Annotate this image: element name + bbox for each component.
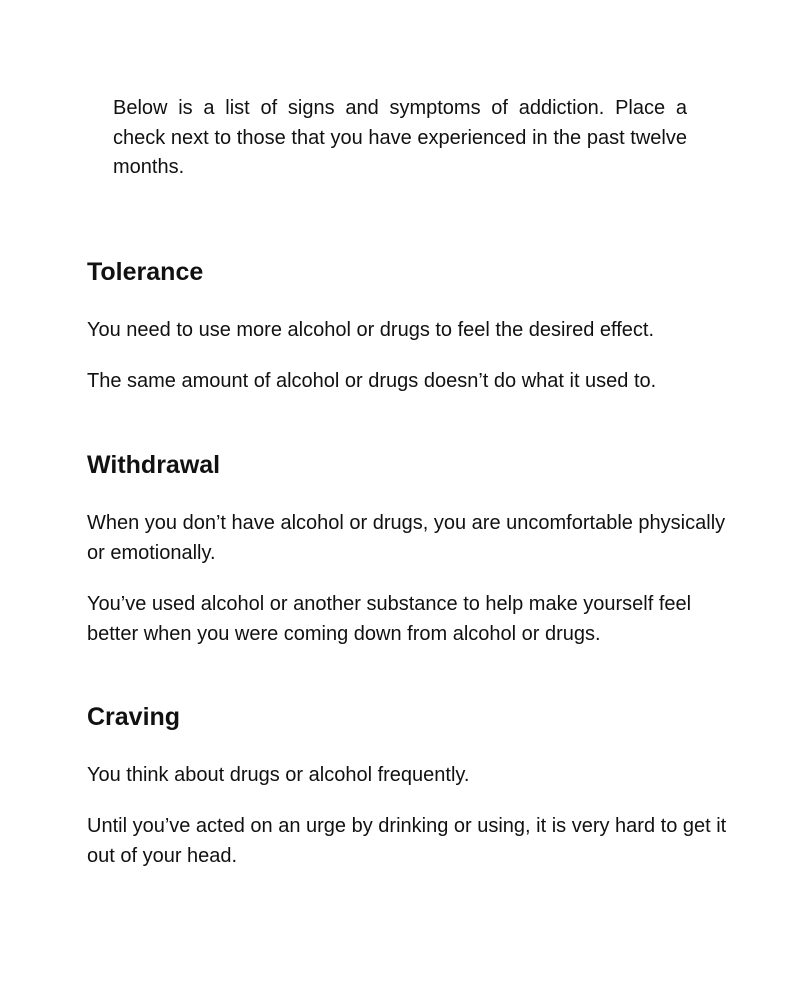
section-heading-craving: Craving [87,703,181,731]
symptom-item: When you don’t have alcohol or drugs, you are uncomfortable physically or emotionally. [87,512,726,564]
section-heading-withdrawal: Withdrawal [87,451,221,479]
instructions-paragraph: Below is a list of signs and symptoms of addiction. Place a check next to those that you have experienced in the past twelve months. [113,97,687,178]
symptom-item: The same amount of alcohol or drugs doesn’t do what it used to. [87,370,657,392]
symptom-item: Until you’ve acted on an urge by drinking or using, it is very hard to get it out of your head. [87,815,727,867]
section-heading-tolerance: Tolerance [87,258,204,286]
symptom-item: You think about drugs or alcohol frequently. [87,764,470,786]
symptom-item: You’ve used alcohol or another substance to help make yourself feel better when you were coming down from alcohol or drugs. [87,593,692,645]
symptom-item: You need to use more alcohol or drugs to feel the desired effect. [87,319,655,341]
